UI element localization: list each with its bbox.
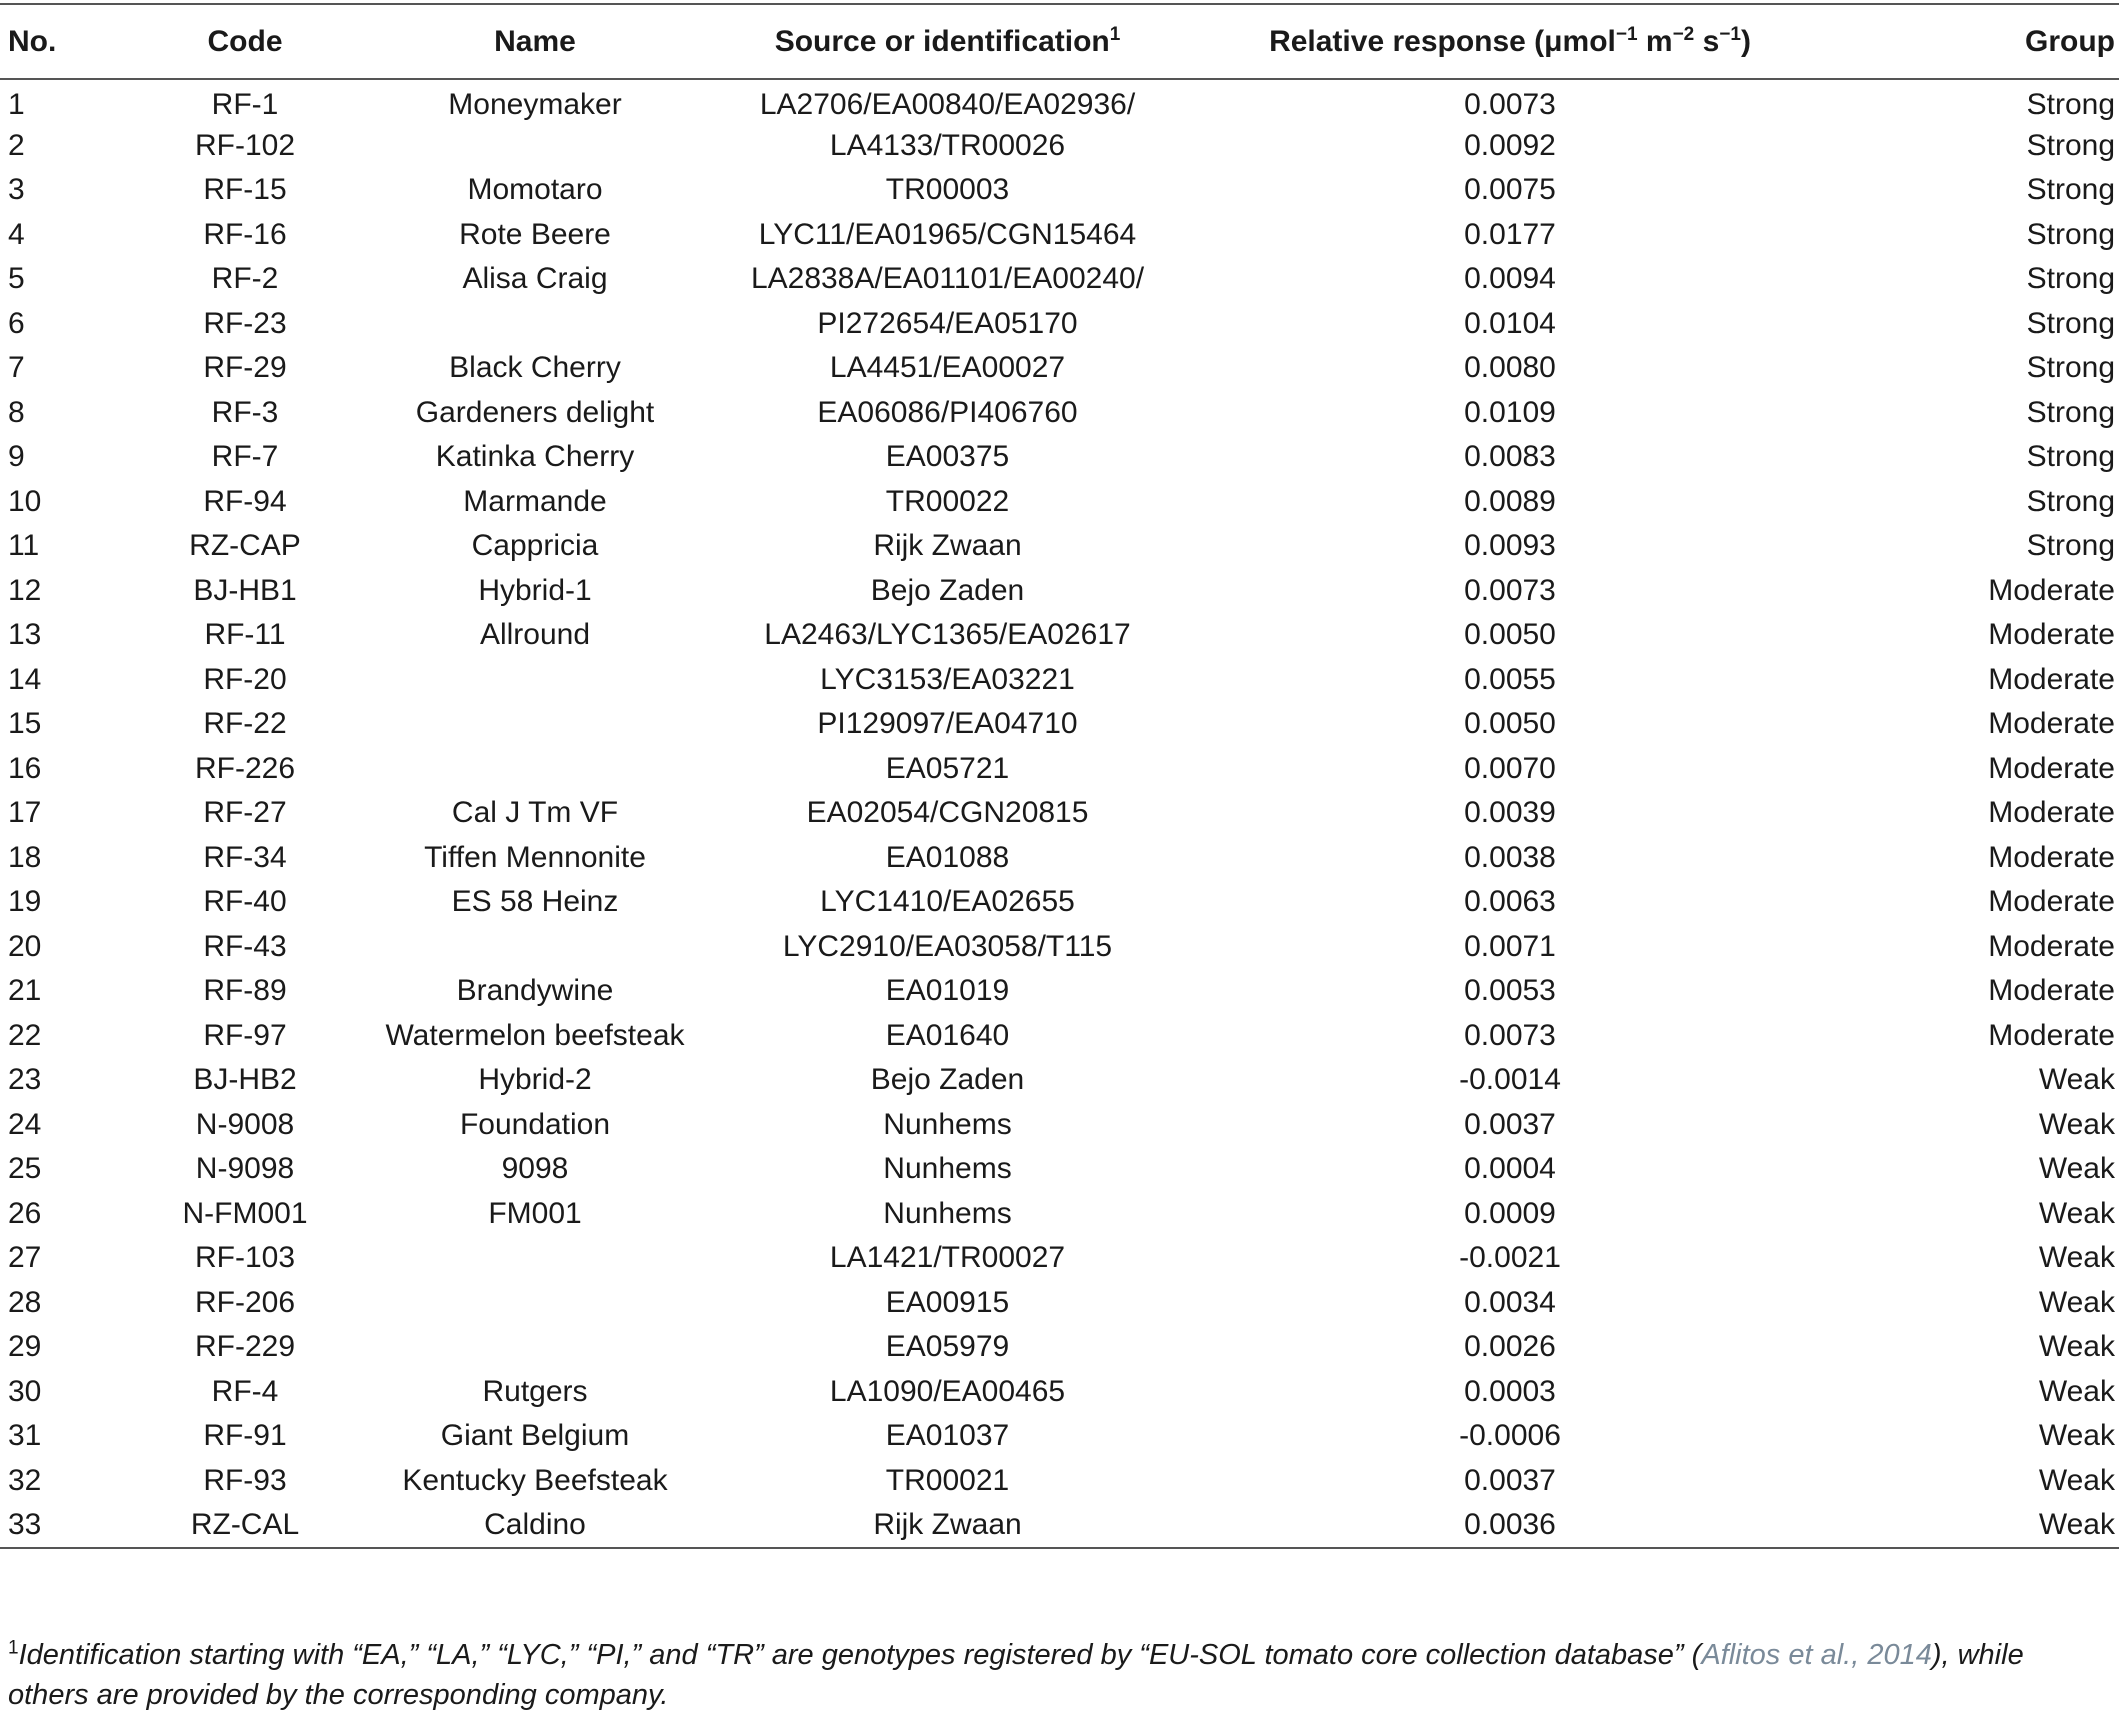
cell-no: 16	[8, 751, 42, 785]
cell-no: 22	[8, 1018, 42, 1052]
cell-no: 7	[8, 351, 25, 385]
cell-name: Alisa Craig	[462, 262, 608, 296]
cell-code: RF-20	[203, 662, 287, 696]
cell-no: 15	[8, 707, 42, 741]
cell-source: Rijk Zwaan	[873, 529, 1022, 563]
cell-name: Caldino	[360, 1503, 710, 1548]
cell-no: 13	[8, 618, 42, 652]
cell-source: EA01019	[885, 974, 1010, 1008]
cell-source: Nunhems	[883, 1196, 1012, 1230]
cell-code: BJ-HB2	[193, 1063, 297, 1097]
cell-relative-response: 0.0092	[1464, 128, 1556, 162]
cell-no: 29	[8, 1330, 42, 1364]
cell-relative-response: 0.0055	[1464, 662, 1556, 696]
cell-name: Foundation	[459, 1107, 611, 1141]
cell-name	[360, 702, 710, 747]
table-row	[0, 1370, 2119, 1415]
cell-source: LA1421/TR00027	[829, 1241, 1066, 1275]
cell-name	[360, 747, 710, 792]
cell-source: EA01640	[885, 1018, 1010, 1052]
table-row	[0, 1058, 2119, 1103]
cell-relative-response: 0.0038	[1464, 840, 1556, 874]
header-source-footnote-marker: 1	[1109, 23, 1121, 45]
cell-source: LYC1410/EA02655	[820, 885, 1075, 919]
cell-name: Tiffen Mennonite	[424, 840, 646, 874]
table-row	[0, 1192, 2119, 1237]
table-row	[0, 569, 2119, 614]
table-row	[0, 1103, 2119, 1148]
table-row	[0, 747, 2119, 792]
footnote-text-after: ), while others are provided by the corresponding company.	[8, 1639, 2024, 1711]
table-row	[0, 213, 2119, 258]
cell-relative-response: 0.0177	[1464, 217, 1556, 251]
table-row	[0, 880, 2119, 925]
cell-code: N-9098	[195, 1152, 295, 1186]
cell-code: RF-27	[203, 796, 287, 830]
cell-code: RF-2	[211, 262, 279, 296]
cell-group: Strong	[2026, 173, 2115, 207]
cell-name	[360, 1325, 710, 1370]
cell-group: Weak	[2038, 1107, 2115, 1141]
cell-group: Weak	[1835, 1503, 2119, 1548]
cell-name: Cappricia	[471, 529, 599, 563]
cell-group: Moderate	[1988, 751, 2115, 785]
cell-code: RF-226	[194, 751, 296, 785]
cell-no: 12	[8, 573, 42, 607]
cell-no: 31	[8, 1419, 42, 1453]
cell-code: RF-3	[211, 395, 279, 429]
header-group: Group	[1835, 4, 2119, 79]
cell-group: Weak	[2038, 1152, 2115, 1186]
cell-no: 33	[0, 1503, 130, 1548]
cell-source: EA01037	[885, 1419, 1010, 1453]
cell-code: RF-89	[203, 974, 287, 1008]
table-row	[0, 1281, 2119, 1326]
cell-source: EA00375	[885, 440, 1010, 474]
table-body	[0, 79, 2119, 1548]
cell-no: 19	[8, 885, 42, 919]
cell-relative-response: 0.0050	[1464, 618, 1556, 652]
cell-group: Moderate	[1988, 929, 2115, 963]
table-row	[0, 1014, 2119, 1059]
cell-name: 9098	[501, 1152, 569, 1186]
table-row	[0, 613, 2119, 658]
cell-source: Nunhems	[883, 1107, 1012, 1141]
cell-relative-response: 0.0063	[1464, 885, 1556, 919]
cell-group: Strong	[2026, 87, 2115, 121]
cell-no: 8	[8, 395, 25, 429]
cell-source: LA1090/EA00465	[829, 1374, 1066, 1408]
cell-name: Momotaro	[467, 173, 603, 207]
cell-no: 9	[8, 440, 25, 474]
cell-source: Bejo Zaden	[870, 1063, 1025, 1097]
cell-name	[360, 1236, 710, 1281]
cell-group: Strong	[2026, 440, 2115, 474]
cell-name: Katinka Cherry	[435, 440, 635, 474]
cell-no: 26	[8, 1196, 42, 1230]
cell-source: LYC11/EA01965/CGN15464	[758, 217, 1137, 251]
cell-source: LA2463/LYC1365/EA02617	[764, 618, 1131, 652]
cell-name: Watermelon beefsteak	[385, 1018, 685, 1052]
cell-group: Strong	[2026, 306, 2115, 340]
cell-source: TR00021	[885, 1463, 1010, 1497]
cell-no: 21	[8, 974, 42, 1008]
cell-relative-response: 0.0104	[1464, 306, 1556, 340]
cell-group: Moderate	[1988, 885, 2115, 919]
table-row	[0, 435, 2119, 480]
cell-source: Bejo Zaden	[870, 573, 1025, 607]
cell-group: Weak	[2038, 1063, 2115, 1097]
cell-group: Strong	[2026, 217, 2115, 251]
cell-source: EA00915	[885, 1285, 1010, 1319]
cell-name: Rote Beere	[459, 217, 611, 251]
cell-relative-response: 0.0037	[1464, 1463, 1556, 1497]
cell-no: 2	[8, 128, 25, 162]
cell-no: 3	[8, 173, 25, 207]
cell-code: RF-97	[203, 1018, 287, 1052]
cell-source: EA05979	[885, 1330, 1010, 1364]
cell-code: RF-103	[194, 1241, 296, 1275]
table-row	[0, 1147, 2119, 1192]
table-row	[0, 168, 2119, 213]
table-row	[0, 79, 2119, 124]
cell-name: Rutgers	[482, 1374, 588, 1408]
cell-group: Weak	[2038, 1419, 2115, 1453]
table-row	[0, 658, 2119, 703]
cell-relative-response: -0.0006	[1459, 1419, 1561, 1453]
cell-relative-response: 0.0026	[1464, 1330, 1556, 1364]
cell-name: Black Cherry	[449, 351, 621, 385]
cell-no: 23	[8, 1063, 42, 1097]
cell-code: RF-15	[203, 173, 287, 207]
cell-relative-response: 0.0037	[1464, 1107, 1556, 1141]
cell-relative-response: -0.0014	[1459, 1063, 1561, 1097]
cell-source: LA2838A/EA01101/EA00240/	[750, 262, 1145, 296]
table-row	[0, 836, 2119, 881]
header-relative-response: Relative response (μmol$^{-1}$ $m^{-2}$ $s^{-1}$)	[1185, 4, 1835, 79]
cell-name	[360, 124, 710, 169]
cell-code: RF-7	[211, 440, 279, 474]
cell-group: Weak	[2038, 1374, 2115, 1408]
table-row	[0, 1236, 2119, 1281]
cell-code: RF-40	[203, 885, 287, 919]
cell-name	[360, 658, 710, 703]
cell-no: 25	[8, 1152, 42, 1186]
cell-source: PI129097/EA04710	[817, 707, 1078, 741]
footnote-marker: 1	[8, 1637, 19, 1659]
table-row	[0, 702, 2119, 747]
cell-no: 30	[8, 1374, 42, 1408]
cell-relative-response: 0.0073	[1464, 1018, 1556, 1052]
cell-group: Strong	[2026, 262, 2115, 296]
cell-name: Brandywine	[456, 974, 614, 1008]
cell-source: LYC2910/EA03058/T115	[782, 929, 1113, 963]
table-footnote	[8, 1635, 2108, 1715]
cell-relative-response: 0.0094	[1464, 262, 1556, 296]
cell-relative-response: 0.0073	[1464, 87, 1556, 121]
cell-group: Moderate	[1988, 840, 2115, 874]
cell-name: Hybrid-2	[478, 1063, 592, 1097]
cell-relative-response: 0.0053	[1464, 974, 1556, 1008]
cell-code: RF-91	[203, 1419, 287, 1453]
cell-group: Moderate	[1988, 618, 2115, 652]
cell-no: 10	[8, 484, 42, 518]
cell-group: Weak	[2038, 1330, 2115, 1364]
cell-group: Moderate	[1988, 796, 2115, 830]
cell-no: 4	[8, 217, 25, 251]
cell-source: TR00022	[885, 484, 1010, 518]
cell-source: LA4133/TR00026	[829, 128, 1066, 162]
cell-code: RF-206	[194, 1285, 296, 1319]
footnote-text-before: Identification starting with “EA,” “LA,” “LYC,” “PI,” and “TR” are genotypes registered by “EU-SOL tomato core collection database” (	[18, 1639, 1702, 1671]
cell-source: EA06086/PI406760	[817, 395, 1078, 429]
table-row	[0, 1503, 2119, 1548]
footnote-citation-link[interactable]: Aflitos et al., 2014	[1701, 1639, 1932, 1671]
cell-source: LYC3153/EA03221	[820, 662, 1075, 696]
cell-source: EA01088	[885, 840, 1010, 874]
table-row	[0, 124, 2119, 169]
table-row	[0, 302, 2119, 347]
header-source: Source or identification$^1$	[710, 4, 1185, 79]
cell-code: RZ-CAP	[189, 529, 301, 563]
cell-relative-response: 0.0009	[1464, 1196, 1556, 1230]
cell-no: 28	[8, 1285, 42, 1319]
cell-code: RF-11	[204, 618, 286, 652]
cell-relative-response: 0.0036	[1185, 1503, 1835, 1548]
table-header-row	[0, 4, 2119, 79]
cell-name: Gardeners delight	[415, 395, 655, 429]
cell-no: 6	[8, 306, 25, 340]
cell-code: RF-29	[203, 351, 287, 385]
table-row	[0, 391, 2119, 436]
cell-no: 1	[8, 87, 25, 121]
cell-name: Moneymaker	[448, 87, 622, 121]
cell-name: Hybrid-1	[478, 573, 592, 607]
cell-no: 14	[8, 662, 42, 696]
cell-no: 18	[8, 840, 42, 874]
cell-no: 27	[8, 1241, 42, 1275]
cell-name: Allround	[479, 618, 591, 652]
cell-group: Strong	[2026, 351, 2115, 385]
cell-source: Rijk Zwaan	[710, 1503, 1185, 1548]
cell-no: 24	[8, 1107, 42, 1141]
cell-source: TR00003	[885, 173, 1010, 207]
cell-name: Cal J Tm VF	[451, 796, 619, 830]
cell-group: Strong	[2026, 529, 2115, 563]
cell-name: FM001	[488, 1196, 582, 1230]
table-row	[0, 480, 2119, 525]
cell-relative-response: 0.0004	[1464, 1152, 1556, 1186]
table-row	[0, 1325, 2119, 1370]
cell-group: Strong	[2026, 395, 2115, 429]
cell-group: Moderate	[1988, 707, 2115, 741]
table-row	[0, 1414, 2119, 1459]
cell-no: 32	[8, 1463, 42, 1497]
cell-name	[360, 302, 710, 347]
cell-code: RF-22	[203, 707, 287, 741]
cell-name: Marmande	[463, 484, 607, 518]
cell-source: LA2706/EA00840/EA02936/	[759, 87, 1136, 121]
cell-code: RF-94	[203, 484, 287, 518]
cell-source: EA05721	[885, 751, 1010, 785]
cell-code: RF-1	[211, 87, 279, 121]
cell-name: Giant Belgium	[440, 1419, 630, 1453]
table-row	[0, 524, 2119, 569]
cell-code: RF-93	[203, 1463, 287, 1497]
cell-group: Strong	[2026, 484, 2115, 518]
cell-code: RZ-CAL	[130, 1503, 360, 1548]
cell-code: RF-43	[203, 929, 287, 963]
cell-group: Weak	[2038, 1241, 2115, 1275]
cell-name: Kentucky Beefsteak	[402, 1463, 668, 1497]
cell-code: RF-229	[194, 1330, 296, 1364]
cell-no: 11	[8, 529, 40, 563]
cell-relative-response: 0.0080	[1464, 351, 1556, 385]
cell-no: 17	[8, 796, 42, 830]
table-row	[0, 1459, 2119, 1504]
header-no: No.	[0, 4, 130, 79]
cell-relative-response: 0.0093	[1464, 529, 1556, 563]
cell-name: ES 58 Heinz	[451, 885, 619, 919]
table-row	[0, 346, 2119, 391]
cell-relative-response: 0.0075	[1464, 173, 1556, 207]
cell-relative-response: 0.0083	[1464, 440, 1556, 474]
cell-relative-response: 0.0039	[1464, 796, 1556, 830]
cell-relative-response: 0.0003	[1464, 1374, 1556, 1408]
cell-group: Weak	[2038, 1196, 2115, 1230]
cell-relative-response: 0.0089	[1464, 484, 1556, 518]
cell-name	[360, 1281, 710, 1326]
cell-relative-response: 0.0109	[1464, 395, 1556, 429]
cell-code: N-FM001	[182, 1196, 308, 1230]
cell-group: Moderate	[1988, 662, 2115, 696]
cell-code: BJ-HB1	[193, 573, 297, 607]
cell-group: Weak	[2038, 1463, 2115, 1497]
table-row	[0, 791, 2119, 836]
cell-code: RF-4	[211, 1374, 279, 1408]
cell-relative-response: 0.0071	[1464, 929, 1556, 963]
cell-code: RF-16	[203, 217, 287, 251]
cell-relative-response: 0.0050	[1464, 707, 1556, 741]
table-row	[0, 925, 2119, 970]
cell-source: PI272654/EA05170	[817, 306, 1078, 340]
cell-source: Nunhems	[883, 1152, 1012, 1186]
cell-code: N-9008	[195, 1107, 295, 1141]
table-row	[0, 969, 2119, 1014]
header-code: Code	[130, 4, 360, 79]
cell-group: Weak	[2038, 1285, 2115, 1319]
cell-group: Moderate	[1988, 573, 2115, 607]
cell-group: Strong	[2026, 128, 2115, 162]
cell-relative-response: 0.0034	[1464, 1285, 1556, 1319]
cell-relative-response: 0.0073	[1464, 573, 1556, 607]
cell-relative-response: 0.0070	[1464, 751, 1556, 785]
cell-group: Moderate	[1988, 1018, 2115, 1052]
table-row	[0, 257, 2119, 302]
cell-name	[360, 925, 710, 970]
cell-group: Moderate	[1988, 974, 2115, 1008]
header-name: Name	[360, 4, 710, 79]
genotype-table	[0, 3, 2119, 1549]
cell-code: RF-34	[203, 840, 287, 874]
cell-source: LA4451/EA00027	[829, 351, 1066, 385]
cell-no: 5	[8, 262, 25, 296]
cell-code: RF-102	[194, 128, 296, 162]
cell-source: EA02054/CGN20815	[806, 796, 1089, 830]
cell-code: RF-23	[203, 306, 287, 340]
cell-no: 20	[8, 929, 42, 963]
cell-relative-response: -0.0021	[1459, 1241, 1561, 1275]
